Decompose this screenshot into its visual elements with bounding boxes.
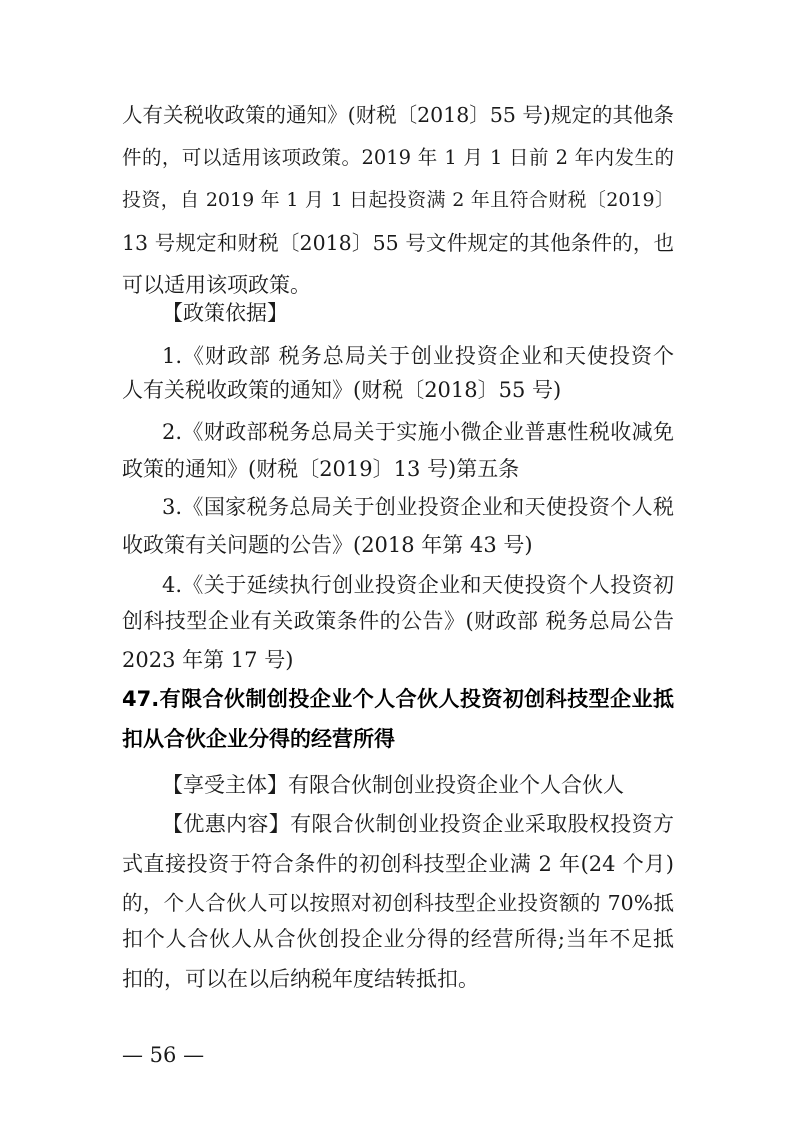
- text-line: 扣的，可以在以后纳税年度结转抵扣。: [122, 967, 479, 991]
- text-line: 人有关税收政策的通知》(财税〔2018〕55 号): [122, 378, 562, 402]
- section-heading: 47.有限合伙制创投企业个人合伙人投资初创科技型企业抵: [122, 687, 674, 711]
- beneficiary-paragraph: 【享受主体】有限合伙制创业投资企业个人合伙人: [162, 773, 624, 797]
- policy-item-3: 3.《国家税务总局关于创业投资企业和天使投资个人税: [162, 495, 674, 519]
- policy-item-2: 2.《财政部税务总局关于实施小微企业普惠性税收减免: [162, 420, 674, 444]
- text-line: 投资，自 2019 年 1 月 1 日起投资满 2 年且符合财税〔2019〕: [122, 189, 674, 211]
- text-line: 2023 年第 17 号): [122, 648, 294, 672]
- section-label-policy-basis: 【政策依据】: [162, 301, 288, 325]
- policy-item-4: 4.《关于延续执行创业投资企业和天使投资个人投资初: [162, 573, 674, 597]
- policy-item-1: 1.《财政部 税务总局关于创业投资企业和天使投资个: [162, 344, 674, 368]
- text-line: 可以适用该项政策。: [122, 273, 311, 297]
- page-number: — 56 —: [122, 1043, 205, 1067]
- text-line: 13 号规定和财税〔2018〕55 号文件规定的其他条件的，也: [122, 231, 674, 255]
- preferential-content-paragraph: 【优惠内容】有限合伙制创业投资企业采取股权投资方: [162, 812, 674, 836]
- text-line: 的，个人合伙人可以按照对初创科技型企业投资额的 70%抵: [122, 891, 674, 915]
- text-line: 人有关税收政策的通知》(财税〔2018〕55 号)规定的其他条: [122, 103, 674, 127]
- text-line: 政策的通知》(财税〔2019〕13 号)第五条: [122, 457, 520, 481]
- text-line: 创科技型企业有关政策条件的公告》(财政部 税务总局公告: [122, 609, 674, 633]
- text-line: 收政策有关问题的公告》(2018 年第 43 号): [122, 533, 533, 557]
- section-heading: 扣从合伙企业分得的经营所得: [122, 727, 395, 751]
- text-line: 扣个人合伙人从合伙创投企业分得的经营所得;当年不足抵: [122, 927, 674, 951]
- text-line: 式直接投资于符合条件的初创科技型企业满 2 年(24 个月): [122, 852, 674, 876]
- text-line: 件的，可以适用该项政策。2019 年 1 月 1 日前 2 年内发生的: [122, 146, 674, 169]
